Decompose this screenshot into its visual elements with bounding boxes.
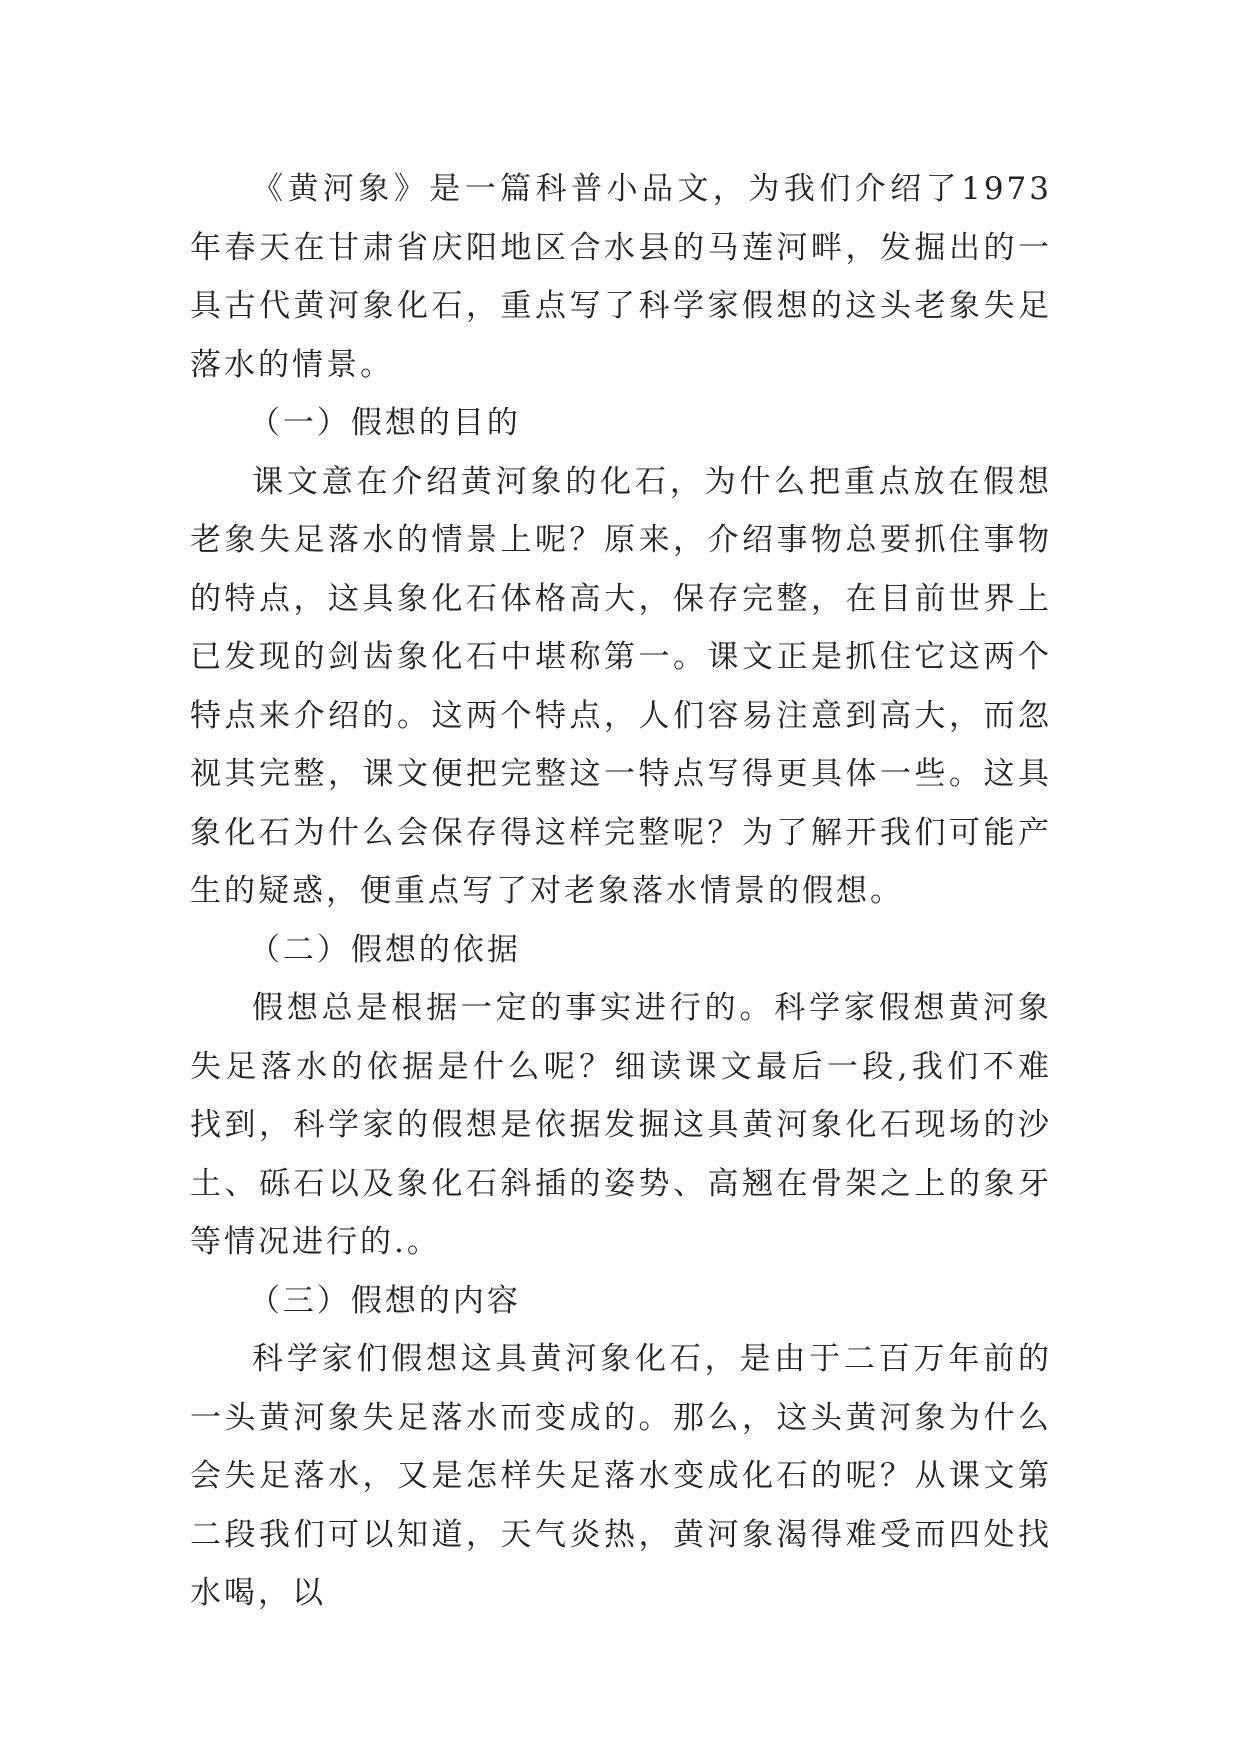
section-heading-purpose: （一）假想的目的 [248, 405, 521, 441]
intro-paragraph: 《黄河象》是一篇科普小品文，为我们介绍了1973年春天在甘肃省庆阳地区合水县的马莲河畔，发掘出的一具古代黄河象化石，重点写了科学家假想的这头老象失足落水的情景。 [190, 171, 1052, 383]
section-heading-content: （三）假想的内容 [248, 1282, 521, 1319]
document-body [190, 160, 1052, 1623]
paragraph-purpose: 课文意在介绍黄河象的化石，为什么把重点放在假想老象失足落水的情景上呢？原来，介绍事物总要抓住事物的特点，这具象化石体格高大，保存完整，在目前世界上已发现的剑齿象化石中堪称第一。课文正是抓住它这两个特点来介绍的。这两个特点，人们容易注意到高大，而忽视其完整，课文便把完整这一特点写得更具体一些。这具象化石为什么会保存得这样完整呢？为了解开我们可能产生的疑惑，便重点写了对老象落水情景的假想。 [190, 463, 1052, 909]
paragraph-basis: 假想总是根据一定的事实进行的。科学家假想黄河象失足落水的依据是什么呢？细读课文最后一段,我们不难找到，科学家的假想是依据发掘这具黄河象化石现场的沙土、砾石以及象化石斜插的姿势、高翘在骨架之上的象牙等情况进行的.。 [190, 990, 1052, 1260]
section-heading-basis: （二）假想的依据 [248, 931, 521, 968]
paragraph-content: 科学家们假想这具黄河象化石，是由于二百万年前的一头黄河象失足落水而变成的。那么，这头黄河象为什么会失足落水，又是怎样失足落水变成化石的呢？从课文第二段我们可以知道，天气炎热，黄河象渴得难受而四处找水喝，以 [190, 1341, 1052, 1611]
